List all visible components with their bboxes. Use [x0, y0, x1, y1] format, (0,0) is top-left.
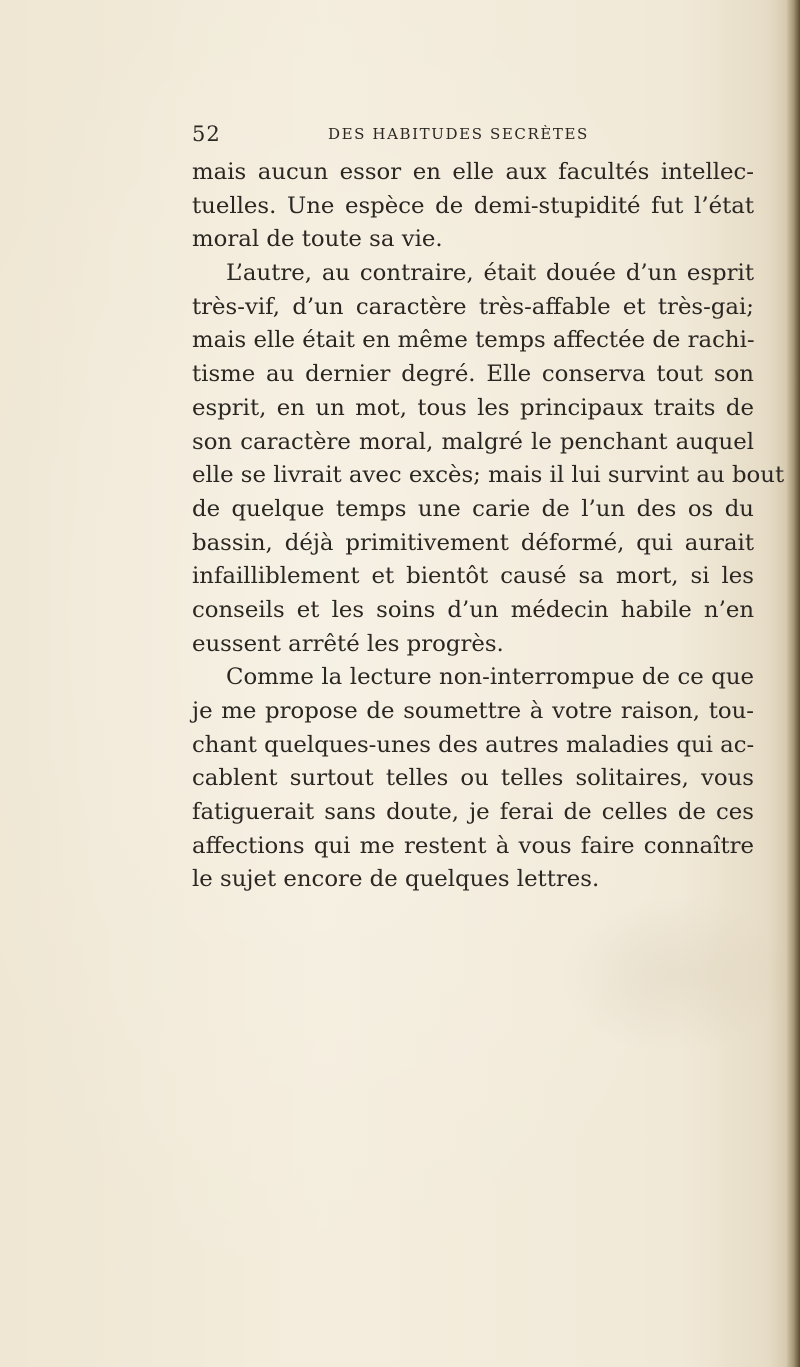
text-line: je me propose de soumettre à votre raison, tou- [192, 698, 754, 724]
text-line: chant quelques-unes des autres maladies qui ac- [192, 731, 755, 758]
text-line: mais elle était en même temps affectée de rachi- [192, 327, 755, 354]
text-line: fatiguerait sans doute, je ferai de celles de ces [192, 799, 754, 826]
page-header [192, 122, 754, 152]
text-line: L’autre, au contraire, était douée d’un esprit [226, 260, 754, 287]
page-number: 52 [192, 122, 221, 146]
show-through-stain [560, 895, 790, 1055]
text-line: infailliblement et bientôt causé sa mort, si les [192, 563, 754, 590]
text-line: elle se livrait avec excès; mais il lui survint au bout [192, 462, 785, 489]
running-title: DES HABITUDES SECRÈTES [328, 125, 589, 143]
page-edge [786, 0, 800, 1367]
text-line: tuelles. Une espèce de demi-stupidité fut l’état [192, 192, 754, 219]
text-line: moral de toute sa vie. [192, 226, 443, 253]
text-line: tisme au dernier degré. Elle conserva tout son [192, 361, 754, 388]
text-line: Comme la lecture non-interrompue de ce que [226, 664, 754, 691]
text-line: eussent arrêté les progrès. [192, 630, 504, 657]
text-line: bassin, déjà primitivement déformé, qui aurait [192, 529, 754, 556]
text-line: mais aucun essor en elle aux facultés intellec- [192, 159, 754, 185]
text-line: très-vif, d’un caractère très-affable et très-gai; [192, 293, 754, 320]
text-line: conseils et les soins d’un médecin habile n’en [192, 596, 754, 623]
text-line: le sujet encore de quelques lettres. [192, 866, 600, 893]
text-line: de quelque temps une carie de l’un des os du [192, 495, 754, 522]
body-text [192, 156, 785, 897]
text-line: affections qui me restent à vous faire connaître [192, 832, 754, 859]
text-line: cablent surtout telles ou telles solitaires, vous [192, 765, 754, 792]
text-line: son caractère moral, malgré le penchant auquel [192, 428, 754, 455]
text-line: esprit, en un mot, tous les principaux traits de [192, 394, 754, 421]
